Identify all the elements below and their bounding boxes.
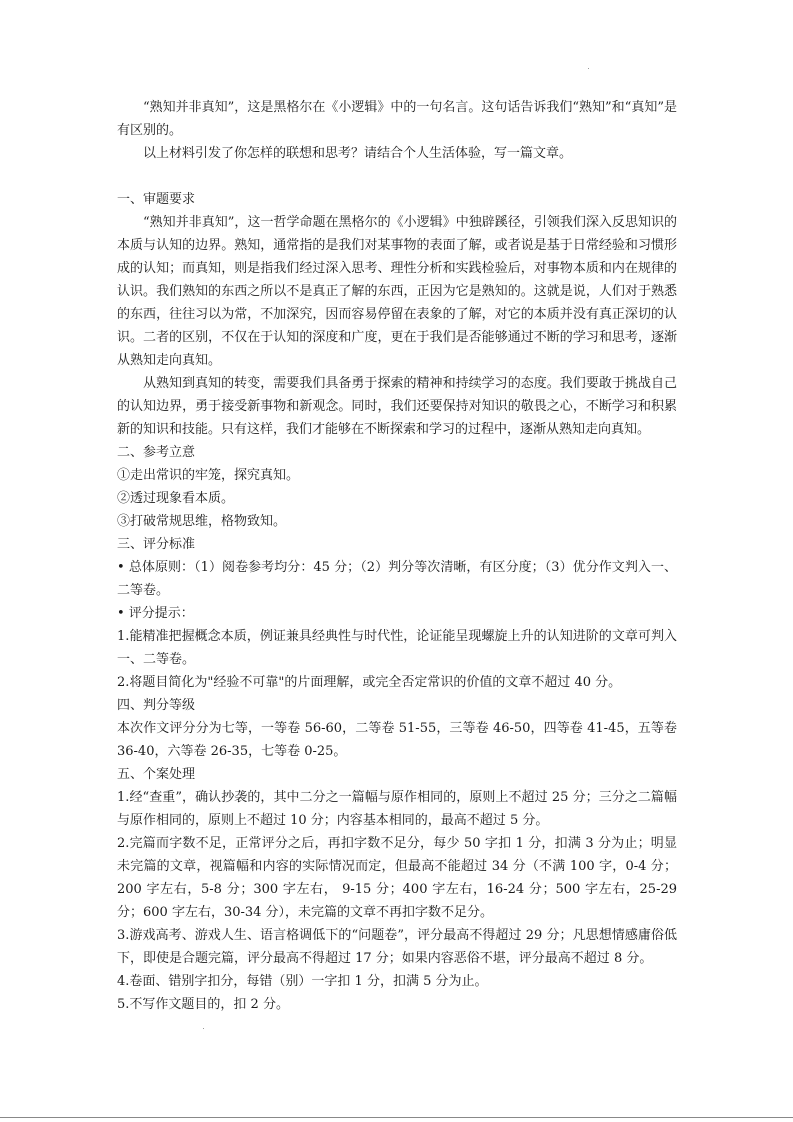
section2-heading: 二、参考立意	[117, 445, 196, 460]
section2-item-2: ②透过现象看本质。	[117, 491, 235, 506]
section3-heading: 三、评分标准	[117, 537, 196, 552]
page-bottom-edge	[0, 1117, 793, 1118]
section1-paragraph-2: 从熟知到真知的转变，需要我们具备勇于探索的精神和持续学习的态度。我们要敢于挑战自己的认知边界，勇于接受新事物和新观念。同时，我们还要保持对知识的敬畏之心，不断学习和积累新的知识和技能。只有这样，我们才能够在不断探索和学习的过程中，逐渐从熟知走向真知。	[117, 376, 677, 437]
section1-paragraph-1: “熟知并非真知”，这一哲学命题在黑格尔的《小逻辑》中独辟蹊径，引领我们深入反思知识的本质与认知的边界。熟知，通常指的是我们对某事物的表面了解，或者说是基于日常经验和习惯形成的认知；而真知，则是指我们经过深入思考、理性分析和实践检验后，对事物本质和内在规律的认识。我们熟知的东西之所以不是真正了解的东西，正因为它是熟知的。这就是说，人们对于熟悉的东西，往往习以为常，不加深究，因而容易停留在表象的了解，对它的本质并没有真正深切的认识。二者的区别，不仅在于认知的深度和广度，更在于我们是否能够通过不断的学习和思考，逐渐从熟知走向真知。	[117, 215, 677, 368]
section5-item-5: 5.不写作文题目的，扣 2 分。	[117, 997, 289, 1012]
section5-item-1: 1.经“查重”，确认抄袭的，其中二分之一篇幅与原作相同的，原则上不超过 25 分；三分之二篇幅与原作相同的，原则上不超过 10 分；内容基本相同的，最高不超过 5 分。	[117, 790, 677, 828]
document-body	[117, 96, 677, 1016]
material-paragraph-1: “熟知并非真知”，这是黑格尔在《小逻辑》中的一句名言。这句话告诉我们“熟知”和“真知”是有区别的。	[117, 100, 677, 138]
scan-speck	[203, 1028, 204, 1029]
section3-bullet-principle: • 总体原则：（1）阅卷参考均分：45 分；（2）判分等次清晰，有区分度；（3）优分作文判入一、二等卷。	[117, 560, 677, 598]
material-paragraph-2: 以上材料引发了你怎样的联想和思考？请结合个人生活体验，写一篇文章。	[143, 146, 573, 161]
section5-heading: 五、个案处理	[117, 767, 196, 782]
section3-bullet-tips: • 评分提示：	[117, 606, 194, 621]
section5-item-2: 2.完篇而字数不足，正常评分之后，再扣字数不足分，每少 50 字扣 1 分，扣满 3 分为止；明显未完篇的文章，视篇幅和内容的实际情况而定，但最高不能超过 34 分（不满 100 字，0-4 分；200 字左右，5-8 分；300 字左右， 9-15 分；400 字左右，16-24 分；500 字左右，25-29 分；600 字左右，30-34 分），未完篇的文章不再扣字数不足分。	[117, 836, 677, 920]
spacer	[117, 165, 677, 188]
section3-item-2: 2.将题目简化为"经验不可靠"的片面理解，或完全否定常识的价值的文章不超过 40 分。	[117, 675, 622, 690]
section4-heading: 四、判分等级	[117, 698, 196, 713]
section4-text: 本次作文评分分为七等，一等卷 56-60，二等卷 51-55，三等卷 46-50，四等卷 41-45，五等卷 36-40，六等卷 26-35，七等卷 0-25。	[117, 721, 677, 759]
section2-item-1: ①走出常识的牢笼，探究真知。	[117, 468, 300, 483]
section5-item-4: 4.卷面、错别字扣分，每错（别）一字扣 1 分，扣满 5 分为止。	[117, 974, 488, 989]
section1-heading: 一、审题要求	[117, 192, 196, 207]
scan-speck	[588, 68, 589, 69]
section3-item-1: 1.能精准把握概念本质，例证兼具经典性与时代性，论证能呈现螺旋上升的认知进阶的文章可判入一、二等卷。	[117, 629, 677, 667]
section2-item-3: ③打破常规思维，格物致知。	[117, 514, 287, 529]
section5-item-3: 3.游戏高考、游戏人生、语言格调低下的“问题卷”，评分最高不得超过 29 分；凡思想情感庸俗低下，即使是合题完篇，评分最高不得超过 17 分；如果内容恶俗不堪，评分最高不超过 8 分。	[117, 928, 677, 966]
